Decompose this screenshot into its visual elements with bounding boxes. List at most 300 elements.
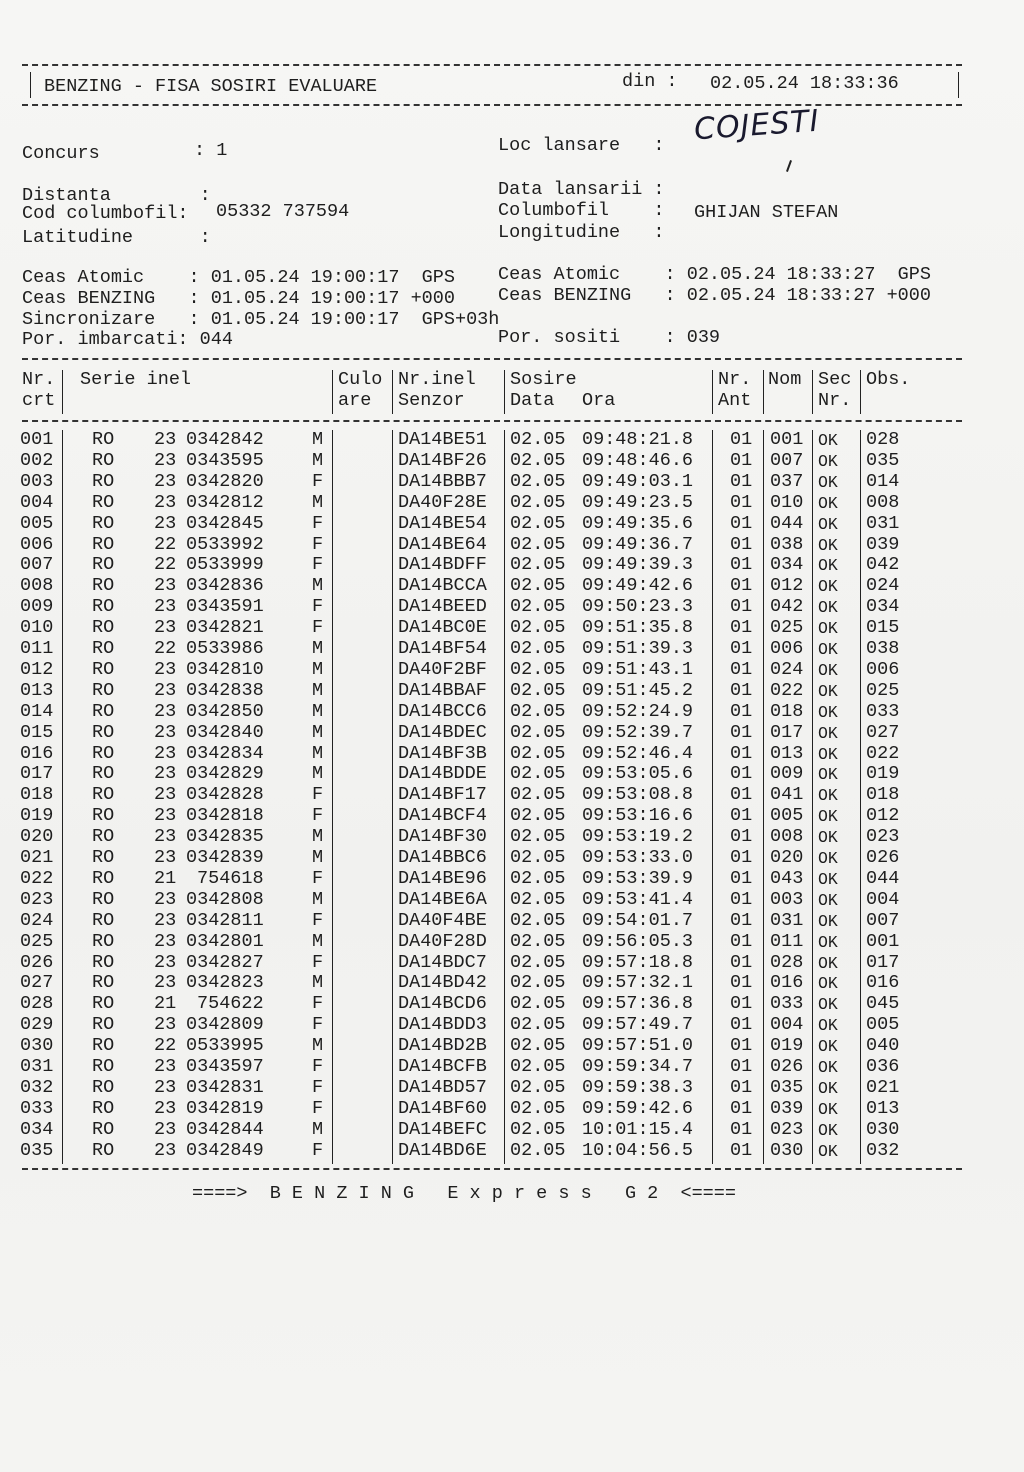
cell-ant: 01 <box>730 993 753 1015</box>
cell-date: 02.05 <box>510 575 566 597</box>
cell-year: 22 <box>154 638 177 659</box>
header-column-separator <box>763 370 764 414</box>
cell-date: 02.05 <box>510 470 566 492</box>
cell-sensor: DA14BC0E <box>398 617 487 639</box>
cell-time: 09:59:34.7 <box>582 1056 694 1077</box>
cell-year: 23 <box>154 700 177 722</box>
cell-time: 09:52:46.4 <box>582 742 694 764</box>
cell-sec: OK <box>818 849 838 868</box>
cell-ring: 0342821 <box>186 617 264 639</box>
cell-sex: F <box>312 470 324 492</box>
cell-date: 02.05 <box>510 658 566 680</box>
cell-country: RO <box>92 993 115 1015</box>
ceas-benzing-right: Ceas BENZING : 02.05.24 18:33:27 +000 <box>498 285 931 306</box>
cell-nom: 013 <box>770 742 804 764</box>
cell-nom: 007 <box>770 449 804 471</box>
col-header-culo-1: Culo <box>338 369 383 390</box>
cell-year: 23 <box>154 826 177 848</box>
cell-year: 21 <box>154 867 177 889</box>
cell-country: RO <box>92 429 115 450</box>
cell-sex: M <box>312 658 324 680</box>
cell-nom: 028 <box>770 951 804 973</box>
cell-sec: OK <box>818 869 838 889</box>
cell-ant: 01 <box>730 1076 753 1098</box>
cell-sensor: DA14BD2B <box>398 1035 487 1057</box>
cell-time: 10:04:56.5 <box>582 1139 694 1161</box>
col-header-ant-1: Nr. <box>718 369 752 390</box>
cell-sec: OK <box>818 995 838 1015</box>
cell-nr: 033 <box>20 1097 54 1119</box>
header-right-bar <box>958 72 959 98</box>
ceas-atomic-right: Ceas Atomic : 02.05.24 18:33:27 GPS <box>498 264 931 285</box>
cell-sensor: DA40F28E <box>398 491 487 513</box>
cell-time: 09:51:45.2 <box>582 679 694 701</box>
cell-obs: 015 <box>866 617 900 639</box>
cell-sensor: DA14BDD3 <box>398 1014 487 1036</box>
cell-obs: 016 <box>866 972 900 994</box>
cell-sex: M <box>312 763 324 785</box>
col-header-nrinel-2: Senzor <box>398 390 465 411</box>
cell-nom: 044 <box>770 512 804 534</box>
cell-sec: OK <box>818 953 838 973</box>
cell-year: 23 <box>154 972 177 994</box>
cell-sex: M <box>312 826 324 848</box>
cell-ant: 01 <box>730 1035 753 1057</box>
cell-sec: OK <box>818 598 838 618</box>
cell-time: 09:53:19.2 <box>582 826 694 848</box>
cell-ant: 01 <box>730 951 753 973</box>
cell-sex: F <box>312 512 324 534</box>
cell-obs: 013 <box>866 1097 900 1119</box>
cell-date: 02.05 <box>510 1014 566 1036</box>
cell-sex: M <box>312 972 324 994</box>
cell-nom: 042 <box>770 596 804 618</box>
cell-nr: 003 <box>20 470 54 492</box>
cell-time: 09:59:42.6 <box>582 1097 694 1119</box>
header-column-separator <box>712 370 713 414</box>
cell-ant: 01 <box>730 1014 753 1036</box>
cell-obs: 019 <box>866 763 900 785</box>
cell-nr: 002 <box>20 449 54 471</box>
body-column-separator <box>860 430 861 1164</box>
cell-nom: 019 <box>770 1035 804 1057</box>
cell-time: 09:48:21.8 <box>582 429 694 450</box>
cell-nr: 009 <box>20 596 54 618</box>
cell-nom: 030 <box>770 1139 804 1161</box>
col-header-nrinel-1: Nr.inel <box>398 369 476 390</box>
cell-nr: 018 <box>20 784 54 806</box>
cell-year: 23 <box>154 658 177 680</box>
cell-sensor: DA14BDC7 <box>398 951 487 973</box>
cell-time: 09:57:51.0 <box>582 1035 694 1057</box>
cell-sex: M <box>312 930 324 952</box>
cell-ant: 01 <box>730 700 753 722</box>
cell-year: 23 <box>154 1076 177 1098</box>
cell-date: 02.05 <box>510 429 566 450</box>
cell-sex: M <box>312 449 324 471</box>
cell-ring: 0342801 <box>186 930 264 952</box>
cell-year: 23 <box>154 847 177 868</box>
cell-nr: 035 <box>20 1139 54 1161</box>
cell-ant: 01 <box>730 888 753 910</box>
cell-ant: 01 <box>730 1056 753 1077</box>
cell-country: RO <box>92 909 115 931</box>
cell-nom: 016 <box>770 972 804 994</box>
cell-year: 23 <box>154 575 177 597</box>
cell-nr: 010 <box>20 617 54 639</box>
cell-sec: OK <box>818 660 838 680</box>
cell-nom: 022 <box>770 679 804 701</box>
cell-ring: 0342823 <box>186 972 264 994</box>
cell-ant: 01 <box>730 617 753 639</box>
col-header-sosire-1: Sosire <box>510 369 577 390</box>
table-bottom-rule <box>22 1168 962 1170</box>
cell-sec: OK <box>818 1120 838 1140</box>
latitudine-label: Latitudine : <box>22 227 211 248</box>
cell-obs: 038 <box>866 638 900 659</box>
cell-sex: F <box>312 1139 324 1161</box>
cell-ring: 0342811 <box>186 909 264 931</box>
cell-nom: 031 <box>770 909 804 931</box>
cell-sex: F <box>312 554 324 576</box>
cell-sensor: DA14BF30 <box>398 826 487 848</box>
cell-nom: 008 <box>770 826 804 848</box>
cell-sex: F <box>312 596 324 618</box>
cell-ant: 01 <box>730 449 753 471</box>
cell-year: 23 <box>154 596 177 618</box>
col-header-culo-2: are <box>338 390 372 411</box>
cell-sec: OK <box>818 493 838 513</box>
cell-nr: 028 <box>20 993 54 1015</box>
cell-sec: OK <box>818 535 838 555</box>
cell-obs: 024 <box>866 575 900 597</box>
cell-ant: 01 <box>730 847 753 868</box>
cell-time: 09:51:39.3 <box>582 638 694 659</box>
col-header-nr-2: crt <box>22 390 56 411</box>
cell-country: RO <box>92 1035 115 1057</box>
cell-obs: 033 <box>866 700 900 722</box>
cell-nr: 030 <box>20 1035 54 1057</box>
cell-obs: 030 <box>866 1118 900 1140</box>
cell-date: 02.05 <box>510 638 566 659</box>
cell-ring: 0342808 <box>186 888 264 910</box>
cell-ant: 01 <box>730 429 753 450</box>
cell-nr: 015 <box>20 721 54 743</box>
cell-ant: 01 <box>730 909 753 931</box>
cell-sensor: DA14BEFC <box>398 1118 487 1140</box>
cell-time: 09:53:39.9 <box>582 867 694 889</box>
cell-nom: 003 <box>770 888 804 910</box>
ceas-atomic-left: Ceas Atomic : 01.05.24 19:00:17 GPS <box>22 267 455 288</box>
cell-date: 02.05 <box>510 784 566 806</box>
cell-ant: 01 <box>730 805 753 827</box>
cell-ring: 0343595 <box>186 449 264 471</box>
cell-country: RO <box>92 826 115 848</box>
cell-nom: 011 <box>770 930 804 952</box>
cell-date: 02.05 <box>510 617 566 639</box>
cell-nom: 025 <box>770 617 804 639</box>
header-column-separator <box>504 370 505 414</box>
header-column-separator <box>860 370 861 414</box>
cell-year: 23 <box>154 742 177 764</box>
cell-year: 23 <box>154 679 177 701</box>
cell-time: 09:53:16.6 <box>582 805 694 827</box>
columbofil-label: Columbofil : <box>498 200 665 221</box>
cell-ring: 0342836 <box>186 575 264 597</box>
cell-sensor: DA14BBAF <box>398 679 487 701</box>
cell-sec: OK <box>818 1141 838 1161</box>
cell-sex: F <box>312 909 324 931</box>
cell-sex: M <box>312 491 324 513</box>
cell-nr: 005 <box>20 512 54 534</box>
cell-obs: 027 <box>866 721 900 743</box>
cell-time: 09:57:18.8 <box>582 951 694 973</box>
cell-sex: F <box>312 805 324 827</box>
cell-country: RO <box>92 888 115 910</box>
cell-ant: 01 <box>730 470 753 492</box>
cell-nr: 012 <box>20 658 54 680</box>
cell-nr: 032 <box>20 1076 54 1098</box>
cell-nr: 011 <box>20 638 54 659</box>
col-header-nr-1: Nr. <box>22 369 56 390</box>
cell-nr: 008 <box>20 575 54 597</box>
cell-nom: 041 <box>770 784 804 806</box>
cell-sec: OK <box>818 765 838 785</box>
cell-time: 09:51:43.1 <box>582 658 694 680</box>
cell-time: 09:53:05.6 <box>582 763 694 785</box>
cell-sex: M <box>312 700 324 722</box>
cell-date: 02.05 <box>510 805 566 827</box>
col-header-sec-2: Nr. <box>818 390 852 411</box>
data-lansarii-label: Data lansarii : <box>498 179 665 200</box>
cell-obs: 045 <box>866 993 900 1015</box>
cell-sex: F <box>312 1056 324 1077</box>
cell-obs: 021 <box>866 1076 900 1098</box>
loc-lansare-label: Loc lansare : <box>498 135 665 156</box>
cell-sensor: DA14BDFF <box>398 554 487 576</box>
col-header-sec-1: Sec <box>818 369 852 390</box>
cell-sensor: DA14BF60 <box>398 1097 487 1119</box>
table-header-rule <box>22 420 962 422</box>
cell-sensor: DA14BDDE <box>398 763 487 785</box>
cell-country: RO <box>92 1056 115 1077</box>
cod-columbofil-label: Cod columbofil: <box>22 203 189 224</box>
distanta-label: Distanta : <box>22 185 211 206</box>
cell-obs: 034 <box>866 596 900 618</box>
cell-nom: 010 <box>770 491 804 513</box>
cell-sensor: DA14BF26 <box>398 449 487 471</box>
cell-obs: 022 <box>866 742 900 764</box>
col-header-obs: Obs. <box>866 369 911 390</box>
cell-country: RO <box>92 1097 115 1119</box>
cell-time: 09:49:23.5 <box>582 491 694 513</box>
cell-country: RO <box>92 847 115 868</box>
cell-time: 09:56:05.3 <box>582 930 694 952</box>
cell-sensor: DA14BF54 <box>398 638 487 659</box>
cell-nr: 027 <box>20 972 54 994</box>
cell-sec: OK <box>818 472 838 492</box>
cell-nom: 026 <box>770 1056 804 1077</box>
cell-sex: F <box>312 784 324 806</box>
cell-ant: 01 <box>730 826 753 848</box>
body-column-separator <box>712 430 713 1164</box>
cell-obs: 023 <box>866 826 900 848</box>
cell-country: RO <box>92 867 115 889</box>
cell-country: RO <box>92 1139 115 1161</box>
cell-nom: 005 <box>770 805 804 827</box>
cell-country: RO <box>92 805 115 827</box>
cell-nr: 007 <box>20 554 54 576</box>
cell-nom: 037 <box>770 470 804 492</box>
cell-time: 09:49:36.7 <box>582 533 694 555</box>
cell-time: 09:49:42.6 <box>582 575 694 597</box>
cell-ant: 01 <box>730 638 753 659</box>
cell-obs: 031 <box>866 512 900 534</box>
cell-ant: 01 <box>730 512 753 534</box>
cell-time: 09:54:01.7 <box>582 909 694 931</box>
cell-ant: 01 <box>730 533 753 555</box>
cell-date: 02.05 <box>510 930 566 952</box>
cell-date: 02.05 <box>510 993 566 1015</box>
cell-nom: 009 <box>770 763 804 785</box>
cell-time: 09:51:35.8 <box>582 617 694 639</box>
cell-year: 22 <box>154 1035 177 1057</box>
cell-country: RO <box>92 679 115 701</box>
cell-year: 21 <box>154 993 177 1015</box>
cell-ring: 754622 <box>197 993 264 1015</box>
cell-ring: 0342842 <box>186 429 264 450</box>
cell-nom: 033 <box>770 993 804 1015</box>
cell-year: 23 <box>154 491 177 513</box>
ceas-benzing-left: Ceas BENZING : 01.05.24 19:00:17 +000 <box>22 288 455 309</box>
cell-sex: M <box>312 575 324 597</box>
header-column-separator <box>392 370 393 414</box>
cell-time: 09:48:46.6 <box>582 449 694 471</box>
cell-obs: 035 <box>866 449 900 471</box>
cell-nom: 017 <box>770 721 804 743</box>
footer-brand: ====> B E N Z I N G E x p r e s s G 2 <==== <box>192 1183 736 1204</box>
cell-year: 23 <box>154 930 177 952</box>
cell-ring: 0342829 <box>186 763 264 785</box>
cell-year: 23 <box>154 1056 177 1077</box>
cell-date: 02.05 <box>510 1076 566 1098</box>
cell-nr: 021 <box>20 847 54 868</box>
cell-sec: OK <box>818 514 838 534</box>
cell-time: 09:53:33.0 <box>582 847 694 868</box>
handwritten-mark <box>786 160 792 172</box>
cell-ant: 01 <box>730 1139 753 1161</box>
body-column-separator <box>812 430 813 1164</box>
cell-nom: 034 <box>770 554 804 576</box>
table-top-rule <box>22 358 962 360</box>
cell-ring: 0342834 <box>186 742 264 764</box>
cell-nom: 035 <box>770 1076 804 1098</box>
cell-obs: 036 <box>866 1056 900 1077</box>
cell-sex: F <box>312 951 324 973</box>
concurs-value: : 1 <box>194 140 228 161</box>
cell-sex: M <box>312 847 324 868</box>
cell-time: 09:57:49.7 <box>582 1014 694 1036</box>
cell-country: RO <box>92 972 115 994</box>
cell-year: 23 <box>154 1097 177 1119</box>
cell-date: 02.05 <box>510 847 566 868</box>
cell-sex: F <box>312 1076 324 1098</box>
cell-obs: 028 <box>866 429 900 450</box>
cell-country: RO <box>92 930 115 952</box>
cell-sec: OK <box>818 723 838 743</box>
cell-country: RO <box>92 491 115 513</box>
cell-year: 22 <box>154 554 177 576</box>
cell-time: 09:50:23.3 <box>582 596 694 618</box>
cell-ring: 0342812 <box>186 491 264 513</box>
cell-sensor: DA14BEED <box>398 596 487 618</box>
cell-ant: 01 <box>730 596 753 618</box>
cell-sec: OK <box>818 702 838 722</box>
cell-ant: 01 <box>730 721 753 743</box>
cell-sex: M <box>312 1035 324 1057</box>
cell-ant: 01 <box>730 554 753 576</box>
cell-year: 23 <box>154 512 177 534</box>
cell-country: RO <box>92 658 115 680</box>
cell-ant: 01 <box>730 658 753 680</box>
cell-ring: 0342845 <box>186 512 264 534</box>
cell-sec: OK <box>818 1037 838 1057</box>
cell-ring: 0343597 <box>186 1056 264 1077</box>
cell-date: 02.05 <box>510 867 566 889</box>
cell-sec: OK <box>818 451 838 471</box>
cell-sex: F <box>312 533 324 555</box>
cell-obs: 018 <box>866 784 900 806</box>
cell-sensor: DA40F2BF <box>398 658 487 680</box>
cell-nr: 020 <box>20 826 54 848</box>
cell-nr: 014 <box>20 700 54 722</box>
cell-ring: 754618 <box>197 867 264 889</box>
cell-sensor: DA40F28D <box>398 930 487 952</box>
cell-date: 02.05 <box>510 512 566 534</box>
cell-year: 23 <box>154 1014 177 1036</box>
cell-ring: 0533992 <box>186 533 264 555</box>
cell-sensor: DA14BD42 <box>398 972 487 994</box>
cell-nr: 001 <box>20 429 54 450</box>
cell-sec: OK <box>818 807 838 827</box>
cell-sex: F <box>312 1014 324 1036</box>
cell-obs: 042 <box>866 554 900 576</box>
loc-lansare-handwritten: COJESTI <box>692 103 821 148</box>
cell-country: RO <box>92 554 115 576</box>
cell-time: 09:49:03.1 <box>582 470 694 492</box>
cell-date: 02.05 <box>510 1056 566 1077</box>
cell-country: RO <box>92 784 115 806</box>
cell-year: 23 <box>154 909 177 931</box>
cell-date: 02.05 <box>510 742 566 764</box>
cell-year: 23 <box>154 805 177 827</box>
cell-nr: 025 <box>20 930 54 952</box>
cell-date: 02.05 <box>510 763 566 785</box>
cell-time: 09:59:38.3 <box>582 1076 694 1098</box>
print-date-label: din : <box>622 71 678 92</box>
cell-date: 02.05 <box>510 596 566 618</box>
cell-sex: M <box>312 429 324 450</box>
cell-ring: 0342827 <box>186 951 264 973</box>
cell-time: 10:01:15.4 <box>582 1118 694 1140</box>
cell-date: 02.05 <box>510 721 566 743</box>
cell-year: 23 <box>154 470 177 492</box>
cell-ant: 01 <box>730 972 753 994</box>
cell-nom: 001 <box>770 429 804 450</box>
cell-sex: F <box>312 867 324 889</box>
cell-sex: M <box>312 888 324 910</box>
cell-ant: 01 <box>730 742 753 764</box>
